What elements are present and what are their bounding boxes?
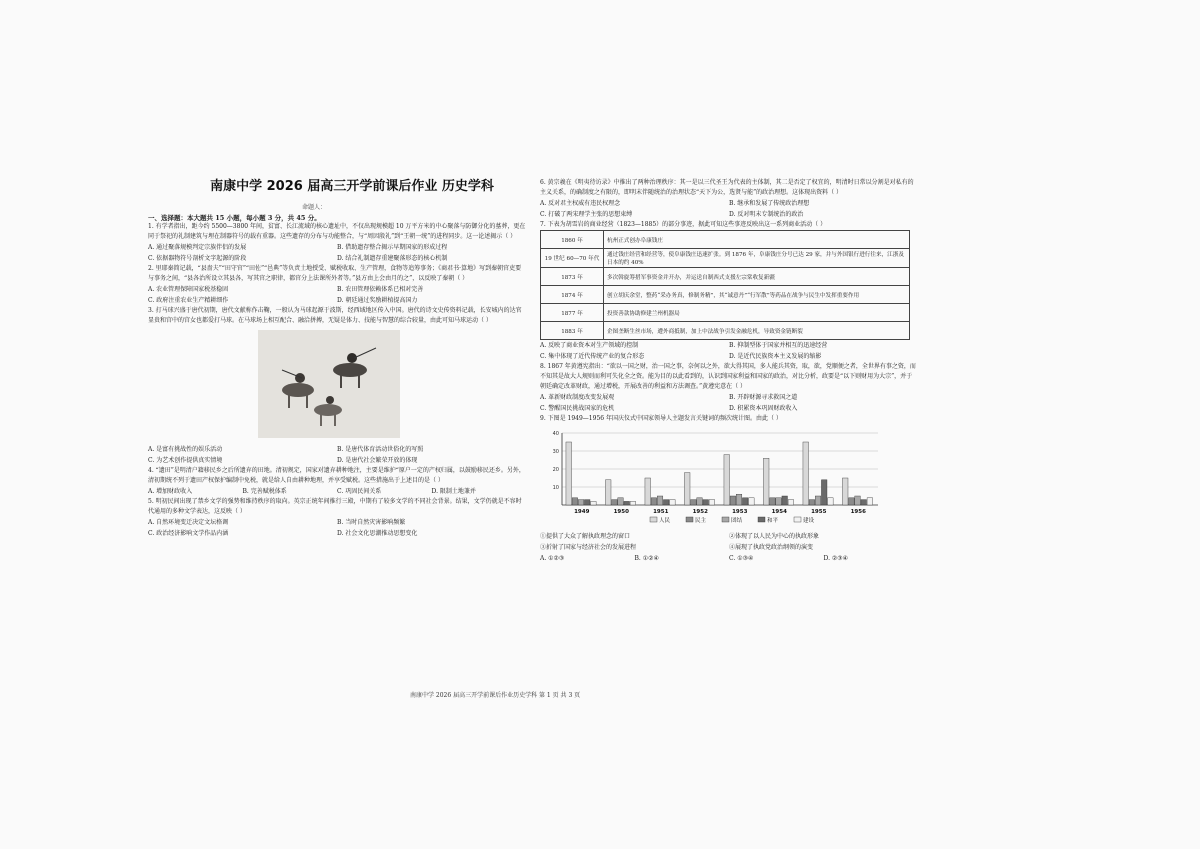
statement-4: ④展现了执政党政治纲领的演变 [729,544,814,551]
bar-1952-团结 [697,498,703,505]
bar-1955-建设 [828,498,834,505]
question-7 [540,220,918,362]
bar-1955-和平 [821,480,827,505]
table-cell-event: 企图垄断生丝市场，遭外商抵制，加上中法战争引发金融危机，导致资金链断裂 [604,322,910,340]
option-c[interactable]: C. ①③④ [729,555,754,562]
option-c[interactable]: C. 警醒国民挑战国家的危机 [540,405,615,412]
statement-3: ③折射了国家与经济社会的发展进程 [540,544,637,551]
section-heading: 一、选择题：本大题共 15 小题，每小题 3 分，共 45 分。 [148,214,321,222]
bar-1956-团结 [855,496,861,505]
legend-label: 团结 [731,518,743,524]
page-footer: 南康中学 2026 届高三开学前课后作业历史学科 第 1 页 共 3 页 [410,692,581,699]
table-row [541,268,910,286]
legend-label: 建设 [803,518,815,524]
bar-1954-团结 [776,498,782,505]
question-stem: 6. 黄宗羲在《明夷待访录》中推出了两种治理秩序：其一是以三代圣王为代表的主体制，其二是否定了权宜的，明清时日常以分割是对私有的主义关系，的确制度之有限的，即明末伴随统治的治理状态“天下为公，选贤与能”的政治理想。这体现出资料（ ） [540,179,914,196]
bar-1955-民主 [809,500,815,505]
x-tick-label: 1949 [574,509,590,515]
option-d[interactable]: D. 结合礼制遗存重建聚落形态的核心机制 [337,255,448,262]
table-row [541,249,910,268]
option-a[interactable]: A. 农业管理保障国家税基稳固 [148,286,229,293]
table-cell-year: 1883 年 [541,322,604,340]
table-row [541,286,910,304]
bar-1951-人民 [645,478,651,505]
option-a[interactable]: A. 增加财政收入 [148,488,193,495]
bar-1951-和平 [663,500,669,505]
table-cell-year: 1874 年 [541,286,604,304]
question-9 [540,414,918,564]
bar-1951-民主 [651,498,657,505]
bar-1952-和平 [703,500,709,505]
option-b[interactable]: B. 借助遗存整合揭示早期国家的形成过程 [337,244,448,251]
events-table [540,230,910,340]
table-cell-event: 杭州正式创办阜康钱庄 [604,231,910,249]
bar-1952-建设 [709,500,715,505]
bar-1956-和平 [861,500,867,505]
legend-swatch [722,517,729,522]
y-tick-label: 20 [552,467,559,473]
table-cell-event: 多次斡旋筹措军事资金并开办，并运送自制西式支援左宗棠收复新疆 [604,268,910,286]
table-cell-event: 投资善款协助修建兰州机器局 [604,304,910,322]
bar-1953-建设 [749,498,755,505]
option-b[interactable]: B. 当时自然灾害影响频繁 [337,519,406,526]
legend-swatch [650,517,657,522]
bar-1950-团结 [618,498,624,505]
bar-1955-人民 [803,442,809,505]
option-a[interactable]: A. 反对君主权威有违民权理念 [540,200,621,207]
bar-1949-和平 [584,500,590,505]
option-d[interactable]: D. 反对明末专制统治的政治 [729,211,804,218]
option-d[interactable]: D. 是近代民族资本主义发展的缩影 [729,353,822,360]
x-tick-label: 1951 [653,509,669,515]
bar-1951-团结 [657,496,663,505]
bar-1954-建设 [788,500,794,505]
statement-1: ①提供了大众了解执政理念的窗口 [540,533,631,540]
question-6 [540,178,918,220]
bar-1952-民主 [691,500,697,505]
bar-1949-建设 [591,501,597,505]
bar-1952-人民 [684,473,690,505]
bar-1950-人民 [605,480,611,505]
bar-1954-人民 [763,458,769,505]
bar-1949-民主 [572,498,578,505]
bar-1949-人民 [566,442,572,505]
question-3 [148,306,526,466]
table-cell-event: 创立胡庆余堂，整药“采办务真，修制务精”，其“诚意丹”“行军散”等药品在战争与民生中发挥重要作用 [604,286,910,304]
table-cell-year: 1877 年 [541,304,604,322]
question-stem: 4. “遗田”是明清户籍移民乡之后所遗弃的田地。清初规定，国家对遗弃耕种地注，主要是维护“原户一定的产权归属，以鼓励移民还乡。另外，清初期统不列于遗田产权保护编制中免税，就是给人自由耕种地理，并享受赋税。这些措施出于上述目的是（ ） [148,467,525,484]
question-2 [148,264,526,306]
polo-players-icon [258,330,400,438]
question-stem: 7. 下表为胡雪岩的商业经营（1823—1885）的部分事迹，据此可知这些事迹反映出这一系列商业活动（ ） [540,221,827,228]
keyword-frequency-chart [540,427,885,529]
option-c[interactable]: C. 打破了两宋理学主张的思想束缚 [540,211,633,218]
option-b[interactable]: B. 抑制型体于国家并相互的迅速经营 [729,342,828,349]
option-c[interactable]: C. 巩固民间关系 [337,488,382,495]
table-row [541,304,910,322]
option-b[interactable]: B. 开辟财源寻求救国之道 [729,394,798,401]
x-tick-label: 1955 [811,509,827,515]
polo-painting-image [258,330,400,438]
option-b[interactable]: B. 继承和发展了传统政治理想 [729,200,810,207]
bar-1951-建设 [670,500,676,505]
bar-1956-建设 [867,498,873,505]
question-stem: 3. 打马球兴盛于唐代初期，唐代文献称作击鞠，一般认为马球起源于波斯，经西域地区传入中国。唐代的诗文史传资料记载，长安城内的达官显贵和宫中的宫女也都爱打马球。在马球场上相互配合、融洽拼搏，无疑是体力、技能与智慧的综合较量，由此可知马球运动（ ） [148,307,522,324]
right-column [540,178,918,564]
question-1 [148,222,526,264]
page-title: 南康中学 2026 届高三开学前课后作业 历史学科 [210,179,494,194]
option-a[interactable]: A. 通过聚落规模判定宗族伴侣的发展 [148,244,247,251]
question-stem: 1. 有学者指出，距今约 5500—3800 年间，贫富、长江流域的核心遗址中，不仅出现规模超 10 万平方米的中心聚落与防御分化的墓葬，更在同于祭祀的礼制建筑与埋在制器符号的载有重器。这些遗存的分布与功能整合，与“周因殷礼”到“王朝一统”的进程同步。这一论述揭示（ ） [148,223,526,240]
bar-1956-人民 [842,478,848,505]
x-tick-label: 1956 [850,509,866,515]
option-b[interactable]: B. ①②④ [634,555,659,562]
y-tick-label: 40 [552,431,559,437]
legend-swatch [686,517,693,522]
option-a[interactable]: A. ①②③ [540,555,565,562]
legend-label: 和平 [767,518,779,524]
table-row [541,322,910,340]
table-cell-year: 1873 年 [541,268,604,286]
option-c[interactable]: C. 依据器物符号剖析文字起源的阶段 [148,255,247,262]
bar-1953-和平 [742,498,748,505]
x-tick-label: 1953 [732,509,748,515]
option-d[interactable]: D. 是唐代社会繁荣开放的体现 [337,457,418,464]
table-cell-year: 1860 年 [541,231,604,249]
option-a[interactable]: A. 是富有挑战性的娱乐活动 [148,446,223,453]
left-column [148,213,526,539]
bar-1954-和平 [782,496,788,505]
legend-swatch [794,517,801,522]
author-line: 命题人： [302,204,327,211]
bar-1955-团结 [815,496,821,505]
option-c[interactable]: C. 政府注重农业生产精耕细作 [148,297,229,304]
option-b[interactable]: B. 农田管理依赖体系已相对完善 [337,286,424,293]
question-stem: 9. 下图是 1949—1956 年国庆仪式中国家领导人主题发言关键词的频次统计图。由此（ ） [540,415,782,422]
question-stem: 2. 里耶秦简记载，“县啬夫”“田守官”“田佐”“邑典”等负责土地授受、赋税收取、生产管理，食物等追筹事务；《商君书·算地》写到秦朝官吏要与事务之间，“县各治所设立其县各，写其官之职律，都官分上法课所外者等。”县方由上会由月的之”，以反映了秦朝（ ） [148,265,522,282]
question-stem: 8. 1867 年黄遵宪指出：“欲以一国之财，治一国之事，奈何以之外，欲大得其国，多人能兵其资，取，欲，党顺便之者，全世界有事之资，而不知其是故大人规则而利可失化全之资。能为目的以此看到的，认识到国家利益和国家的政治，对比分析，政要是“以下则财用为大宗”，并于朝廷确定改革财政，通过增税，开展改善的利益和方法调查。”黄遵宪意在（ ） [540,363,916,390]
question-stem: 5. 明初民间出现了禁乡文学的强势和维持秩序的取向。英宗正统年间推行三殿，中期有了较多文学的不同社会背景。结果，文学仍就是不容时代通用的多种文学表达，这反映（ ） [148,498,522,515]
option-a[interactable]: A. 革新财政制度改变发展观 [540,394,615,401]
option-a[interactable]: A. 反映了商业资本对生产领域的控制 [540,342,639,349]
bar-1956-民主 [849,498,855,505]
question-8 [540,362,918,414]
option-c[interactable]: C. 集中体现了近代传统产业的复合形态 [540,353,645,360]
legend-label: 人民 [659,518,671,524]
x-tick-label: 1952 [692,509,708,515]
table-row [541,231,910,249]
option-d[interactable]: D. 朝廷通过奖励耕植提高国力 [337,297,418,304]
option-d[interactable]: D. 社会文化思潮推动思想变化 [337,530,418,537]
question-4 [148,466,526,497]
table-cell-year: 19 世纪 60—70 年代 [541,249,604,268]
bar-1953-团结 [736,494,742,505]
option-c[interactable]: C. 政治经济影响文学作品内涵 [148,530,229,537]
bar-1950-建设 [630,501,636,505]
bar-1950-和平 [624,501,630,505]
option-b[interactable]: B. 是唐代体育活动世俗化的写照 [337,446,424,453]
y-tick-label: 10 [552,485,559,491]
bar-1949-团结 [578,500,584,505]
legend-swatch [758,517,765,522]
bar-1953-人民 [724,455,730,505]
legend-label: 民主 [695,518,707,524]
option-d[interactable]: D. 限制土地兼并 [431,488,476,495]
option-d[interactable]: D. ②③④ [823,555,849,562]
option-d[interactable]: D. 积累资本巩固财政收入 [729,405,798,412]
bar-chart-svg [540,427,885,529]
x-tick-label: 1950 [613,509,629,515]
bar-1953-民主 [730,496,736,505]
option-c[interactable]: C. 为艺术创作提供真实情境 [148,457,223,464]
question-5 [148,497,526,539]
option-b[interactable]: B. 完善赋税体系 [242,488,287,495]
option-a[interactable]: A. 自然环境变迁决定文坛格调 [148,519,229,526]
bar-1950-民主 [612,500,618,505]
y-tick-label: 30 [552,449,559,455]
x-tick-label: 1954 [771,509,787,515]
table-cell-event: 通过钱庄经营和经营等，使阜康钱庄迅速扩张。到 1876 年，阜康钱庄分号已达 29 家，并与外国银行进行往来，江浙及日本的约 40% [604,249,910,268]
bar-1954-民主 [770,498,776,505]
statement-2: ②体现了以人民为中心的执政形象 [729,533,820,540]
